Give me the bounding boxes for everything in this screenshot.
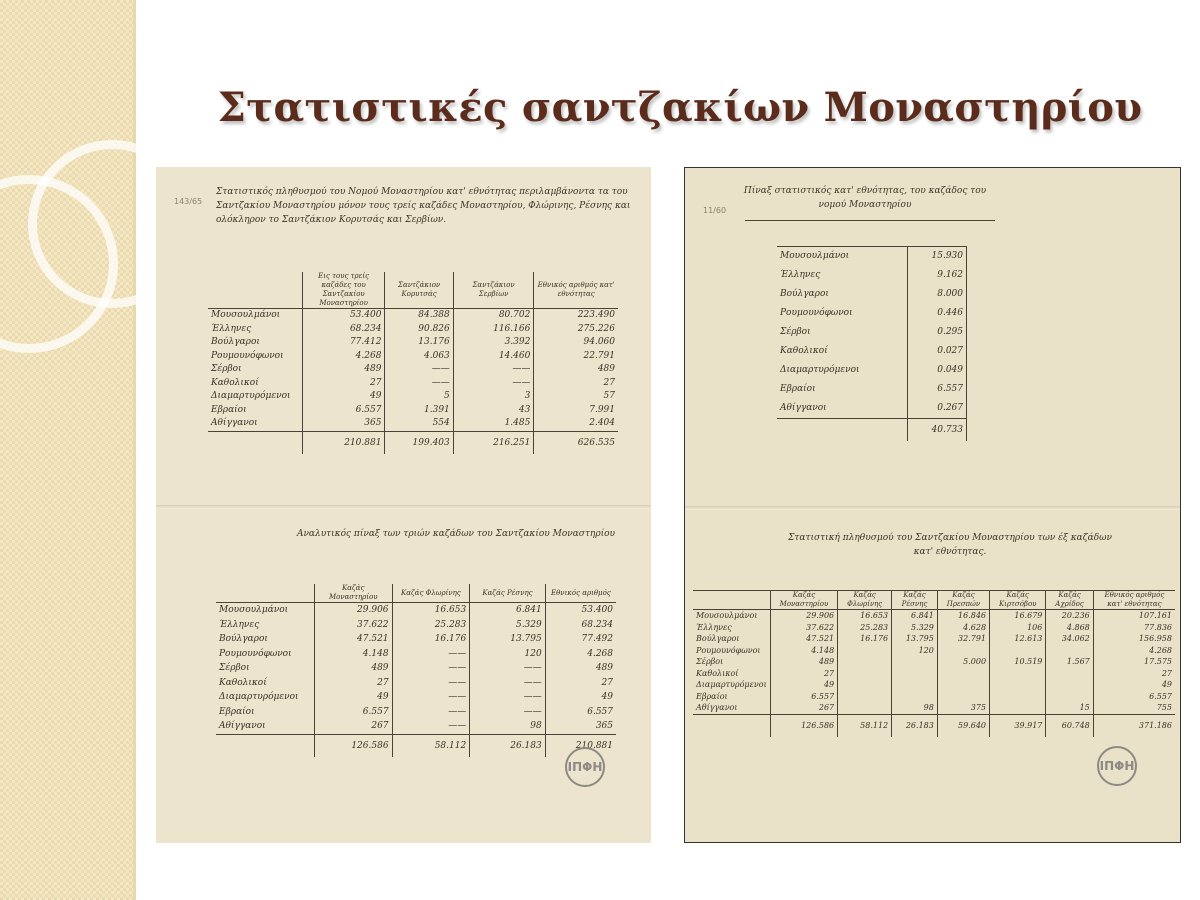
archive-document-right [684,167,1181,843]
table-cell: —— [392,647,470,662]
table-cell [838,691,892,703]
table-cell: —— [470,661,546,676]
table-cell: 16.653 [392,603,470,618]
total-cell: 26.183 [470,734,546,757]
table-cell: 12.613 [990,633,1046,645]
total-cell: 58.112 [392,734,470,757]
table-row [693,702,1175,714]
table-cell: 27 [302,377,385,391]
table-cell: 6.557 [1093,691,1175,703]
table-row [216,719,616,734]
table-row [777,361,967,380]
table-cell: 27 [1093,668,1175,680]
table-cell: —— [470,690,546,705]
table-cell: 156.958 [1093,633,1175,645]
table-cell: 17.575 [1093,656,1175,668]
row-label: Έλληνες [219,619,260,630]
row-label: Αθίγγανοι [219,721,266,731]
table-cell: 0.267 [908,399,967,419]
table-cell: 49 [302,390,385,404]
ledger-table-kazas [216,584,616,757]
table-row [693,610,1175,622]
table-cell [838,679,892,691]
table-cell: —— [392,661,470,676]
row-label: Έλληνες [211,323,252,334]
row-label: Μουσουλμάνοι [211,310,281,320]
table-row [693,633,1175,645]
table-cell: 98 [892,702,938,714]
table-cell: 107.161 [1093,610,1175,622]
table-cell [838,702,892,714]
table-cell: 84.388 [385,309,453,323]
table-cell: 77.412 [302,336,385,350]
table-cell [937,679,989,691]
table-cell: —— [453,363,534,377]
column-header: Καζάς Κιρτσόβου [990,591,1046,610]
table-cell: 14.460 [453,350,534,364]
row-label: Βούλγαροι [696,634,740,643]
total-cell: 126.586 [314,734,392,757]
table-row [693,668,1175,680]
table-cell [990,691,1046,703]
table-cell: 98 [470,719,546,734]
archive-number: 11/60 [703,206,727,215]
totals-row [693,714,1175,737]
row-label: Καθολικοί [219,677,267,688]
archive-seal-icon: ΙΠΦΗ [1097,746,1137,786]
table-cell: 15.930 [908,247,967,267]
table-cell [937,645,989,657]
table-cell: 0.446 [908,304,967,323]
table-cell: 375 [937,702,989,714]
table-cell: —— [453,377,534,391]
table-cell: 223.490 [534,309,618,323]
table-cell: 4.268 [302,350,385,364]
row-label: Έλληνες [780,270,821,280]
table-cell: —— [392,690,470,705]
table-cell: 77.836 [1093,622,1175,634]
row-label: Αθίγγανοι [780,403,827,413]
row-label: Βούλγαροι [211,337,260,347]
table-cell: 10.519 [990,656,1046,668]
table-cell: 120 [470,647,546,662]
total-cell: 626.535 [534,431,618,454]
table-row [208,323,618,337]
table-cell: 6.557 [908,380,967,399]
table-cell [838,645,892,657]
table-cell: 90.826 [385,323,453,337]
table-cell [937,691,989,703]
table-cell: 554 [385,417,453,431]
table-cell: 9.162 [908,266,967,285]
table-cell: 6.557 [302,404,385,418]
row-label: Αθίγγανοι [211,418,258,428]
row-label: Καθολικοί [696,668,739,678]
ledger-table-six-kazas [693,590,1175,737]
table-cell: 6.557 [314,705,392,720]
table-cell: 5.329 [892,622,938,634]
table-cell: 47.521 [314,632,392,647]
table-cell: 15 [1046,702,1093,714]
table-cell: 3.392 [453,336,534,350]
table-cell: 49 [770,679,837,691]
table-cell: 489 [314,661,392,676]
table-cell: 27 [770,668,837,680]
table-cell: 22.791 [534,350,618,364]
slide-title: Στατιστικές σαντζακίων Μοναστηρίου [217,84,1143,131]
table-cell [937,668,989,680]
table-cell: —— [392,705,470,720]
table-cell: 68.234 [545,618,616,633]
table-cell: 47.521 [770,633,837,645]
table-cell: 57 [534,390,618,404]
table-cell: 13.176 [385,336,453,350]
table-row [777,304,967,323]
total-cell: 39.917 [990,714,1046,737]
table-row [216,603,616,618]
table-row [777,266,967,285]
decorative-side-strip [0,0,133,900]
table-row [208,309,618,323]
totals-row [777,419,967,442]
table-cell: 32.791 [937,633,989,645]
table-cell: 37.622 [314,618,392,633]
table-cell: 489 [534,363,618,377]
table-cell: —— [470,676,546,691]
table-cell [990,668,1046,680]
table-cell: —— [392,719,470,734]
table-row [777,380,967,399]
archive-number: 143/65 [174,197,203,206]
table-cell: 13.795 [470,632,546,647]
table-cell: 489 [770,656,837,668]
table-cell [1046,645,1093,657]
table-cell: 49 [545,690,616,705]
table-row [777,285,967,304]
table-cell: 16.679 [990,610,1046,622]
table-cell: 4.628 [937,622,989,634]
total-cell: 26.183 [892,714,938,737]
table-cell: 4.268 [1093,645,1175,657]
table-cell: 68.234 [302,323,385,337]
table-cell: 94.060 [534,336,618,350]
table-row [216,632,616,647]
table-cell: 4.868 [1046,622,1093,634]
table-row [208,390,618,404]
document-heading: Πίναξ στατιστικός κατ' εθνότητας, του καζάδος του νομού Μοναστηρίου [743,186,987,210]
table-cell: —— [385,363,453,377]
table-cell: 25.283 [838,622,892,634]
table-cell: 1.485 [453,417,534,431]
column-header: Καζάς Φλωρίνης [392,584,470,603]
table-row [693,691,1175,703]
row-label: Εβραίοι [219,706,255,717]
table-cell: 29.906 [314,603,392,618]
row-label: Εβραίοι [696,691,728,701]
table-row [693,645,1175,657]
table-cell [892,691,938,703]
total-cell: 210.881 [302,431,385,454]
column-header: Καζάς Μοναστηρίου [770,591,837,610]
row-label: Βούλγαροι [780,289,829,299]
table-cell: 1.391 [385,404,453,418]
table-row [216,705,616,720]
table-row [208,417,618,431]
table-cell: 43 [453,404,534,418]
row-label: Διαμαρτυρόμενοι [219,692,299,702]
row-label: Καθολικοί [780,346,828,356]
table-cell: 4.268 [545,647,616,662]
column-header: Εις τους τρείς καζάδες του Σαντζακίου Μοναστηρίου [302,272,385,309]
table-cell [892,668,938,680]
table-cell: 2.404 [534,417,618,431]
table-cell: —— [392,676,470,691]
table-cell: —— [385,377,453,391]
table-cell: 13.795 [892,633,938,645]
table-cell: 365 [302,417,385,431]
table-cell [1046,679,1093,691]
table-header-row [693,591,1175,610]
row-label: Σέρβοι [696,657,724,666]
table-cell: 489 [302,363,385,377]
totals-label-spacer [216,734,314,757]
total-cell: 59.640 [937,714,989,737]
strip-edge [133,0,136,900]
column-header: Καζάς Μοναστηρίου [314,584,392,603]
table-cell: 6.841 [470,603,546,618]
table-cell: 4.063 [385,350,453,364]
totals-row [208,431,618,454]
column-header: Καζάς Πρεσπών [937,591,989,610]
table-cell: 1.567 [1046,656,1093,668]
table-row [216,647,616,662]
table-cell: 5.329 [470,618,546,633]
row-label: Διαμαρτυρόμενοι [780,365,860,375]
table-cell: 53.400 [545,603,616,618]
table-cell: 20.236 [1046,610,1093,622]
column-header: Καζάς Ρέσνης [892,591,938,610]
table-cell: 365 [545,719,616,734]
archive-seal-icon: ΙΠΦΗ [565,747,605,787]
table-cell: 6.557 [770,691,837,703]
table-heading: Αναλυτικός πίναξ των τριών καζάδων του Σαντζακίου Μοναστηρίου [296,529,616,539]
table-cell: 0.027 [908,342,967,361]
row-label: Μουσουλμάνοι [696,611,758,620]
table-cell: 106 [990,622,1046,634]
table-cell: 27 [314,676,392,691]
total-cell: 40.733 [908,419,967,442]
column-header: Εθνικός αριθμός κατ' εθνότητας [534,272,618,309]
table-header-row [208,272,618,309]
table-cell: 7.991 [534,404,618,418]
totals-row [216,734,616,757]
row-label: Διαμαρτυρόμενοι [696,680,767,689]
table-row [208,377,618,391]
table-cell [990,679,1046,691]
table-row [777,323,967,342]
table-cell: 29.906 [770,610,837,622]
table-cell: 3 [453,390,534,404]
table-row [208,363,618,377]
table-cell [892,656,938,668]
total-cell: 216.251 [453,431,534,454]
total-cell: 126.586 [770,714,837,737]
table-cell [990,645,1046,657]
total-cell: 58.112 [838,714,892,737]
table-cell: 16.176 [392,632,470,647]
table-cell [1046,668,1093,680]
column-header: Σαντζάκιον Σερβίων [453,272,534,309]
row-label: Ρουμουνόφωνοι [696,645,761,655]
row-label: Σέρβοι [211,364,242,374]
row-label: Σέρβοι [219,663,250,673]
row-label: Εβραίοι [780,384,816,394]
totals-label-spacer [208,431,302,454]
row-label: Έλληνες [696,622,732,632]
table-cell: 275.226 [534,323,618,337]
table-header-row [216,584,616,603]
table-row [777,247,967,267]
table-row [777,399,967,419]
table-cell: 6.557 [545,705,616,720]
archive-document-left [156,167,651,843]
row-label: Ρουμουνόφωνοι [219,648,292,659]
row-label: Ρουμουνόφωνοι [211,350,284,361]
total-cell: 199.403 [385,431,453,454]
table-cell: 755 [1093,702,1175,714]
table-cell: 4.148 [770,645,837,657]
ledger-table-kaza-monastir [777,246,967,441]
table-cell: 6.841 [892,610,938,622]
table-cell: 25.283 [392,618,470,633]
table-row [777,342,967,361]
table-cell: 0.049 [908,361,967,380]
table-cell: 16.176 [838,633,892,645]
table-cell [892,679,938,691]
ledger-table-sanjaks [208,272,618,454]
table-heading: Στατιστική πληθυσμού του Σαντζακίου Μοναστηρίου των έξ καζάδων κατ' εθνότητας. [788,533,1112,557]
column-header: Σαντζάκιον Κορυτσάς [385,272,453,309]
table-row [216,618,616,633]
table-cell: 8.000 [908,285,967,304]
table-cell: 489 [545,661,616,676]
heading-underline [745,220,995,221]
table-cell: 80.702 [453,309,534,323]
table-cell [838,668,892,680]
column-header: Εθνικός αριθμός κατ' εθνότητας [1093,591,1175,610]
paper-fold [156,505,651,509]
table-cell: 16.846 [937,610,989,622]
table-cell [1046,691,1093,703]
row-label: Αθίγγανοι [696,703,738,712]
table-cell: 5 [385,390,453,404]
document-heading: Στατιστικός πληθυσμού του Νομού Μοναστηρίου κατ' εθνότητας περιλαμβάνοντα τα του Σαντζακίου Μοναστηρίου μόνον τους τρείς καζάδες Μοναστηρίου, Φλώρινης, Ρέσνης και ολόκληρον το Σαντζάκιον Κορυτσάς και Σερβίων. [216,187,631,225]
table-cell: 0.295 [908,323,967,342]
table-row [208,404,618,418]
table-row [693,656,1175,668]
column-header: Εθνικός αριθμός [545,584,616,603]
table-cell: 120 [892,645,938,657]
row-label: Μουσουλμάνοι [780,251,850,261]
table-cell [838,656,892,668]
table-row [216,661,616,676]
row-label: Καθολικοί [211,377,259,388]
table-row [693,622,1175,634]
total-cell: 371.186 [1093,714,1175,737]
table-cell [990,702,1046,714]
table-cell: 267 [770,702,837,714]
row-label: Εβραίοι [211,404,247,415]
table-cell: 49 [314,690,392,705]
table-row [216,676,616,691]
table-cell: 16.653 [838,610,892,622]
table-cell: 27 [534,377,618,391]
column-header: Καζάς Αχρίδος [1046,591,1093,610]
totals-label-spacer [777,419,908,442]
column-header: Καζάς Φλωρίνης [838,591,892,610]
row-label: Σέρβοι [780,327,811,337]
table-cell: 27 [545,676,616,691]
row-label: Διαμαρτυρόμενοι [211,391,291,401]
table-cell: 116.166 [453,323,534,337]
column-header: Καζάς Ρέσνης [470,584,546,603]
table-cell: —— [470,705,546,720]
totals-label-spacer [693,714,770,737]
table-cell: 53.400 [302,309,385,323]
total-cell: 210.881 [545,734,616,757]
table-cell: 77.492 [545,632,616,647]
row-label: Μουσουλμάνοι [219,605,289,615]
table-cell: 49 [1093,679,1175,691]
total-cell: 60.748 [1046,714,1093,737]
table-cell: 4.148 [314,647,392,662]
table-row [208,350,618,364]
paper-fold [685,506,1180,510]
table-cell: 5.000 [937,656,989,668]
row-label: Ρουμουνόφωνοι [780,308,853,318]
table-cell: 37.622 [770,622,837,634]
table-cell: 34.062 [1046,633,1093,645]
table-row [208,336,618,350]
table-cell: 267 [314,719,392,734]
row-label: Βούλγαροι [219,634,268,644]
table-row [693,679,1175,691]
table-row [216,690,616,705]
